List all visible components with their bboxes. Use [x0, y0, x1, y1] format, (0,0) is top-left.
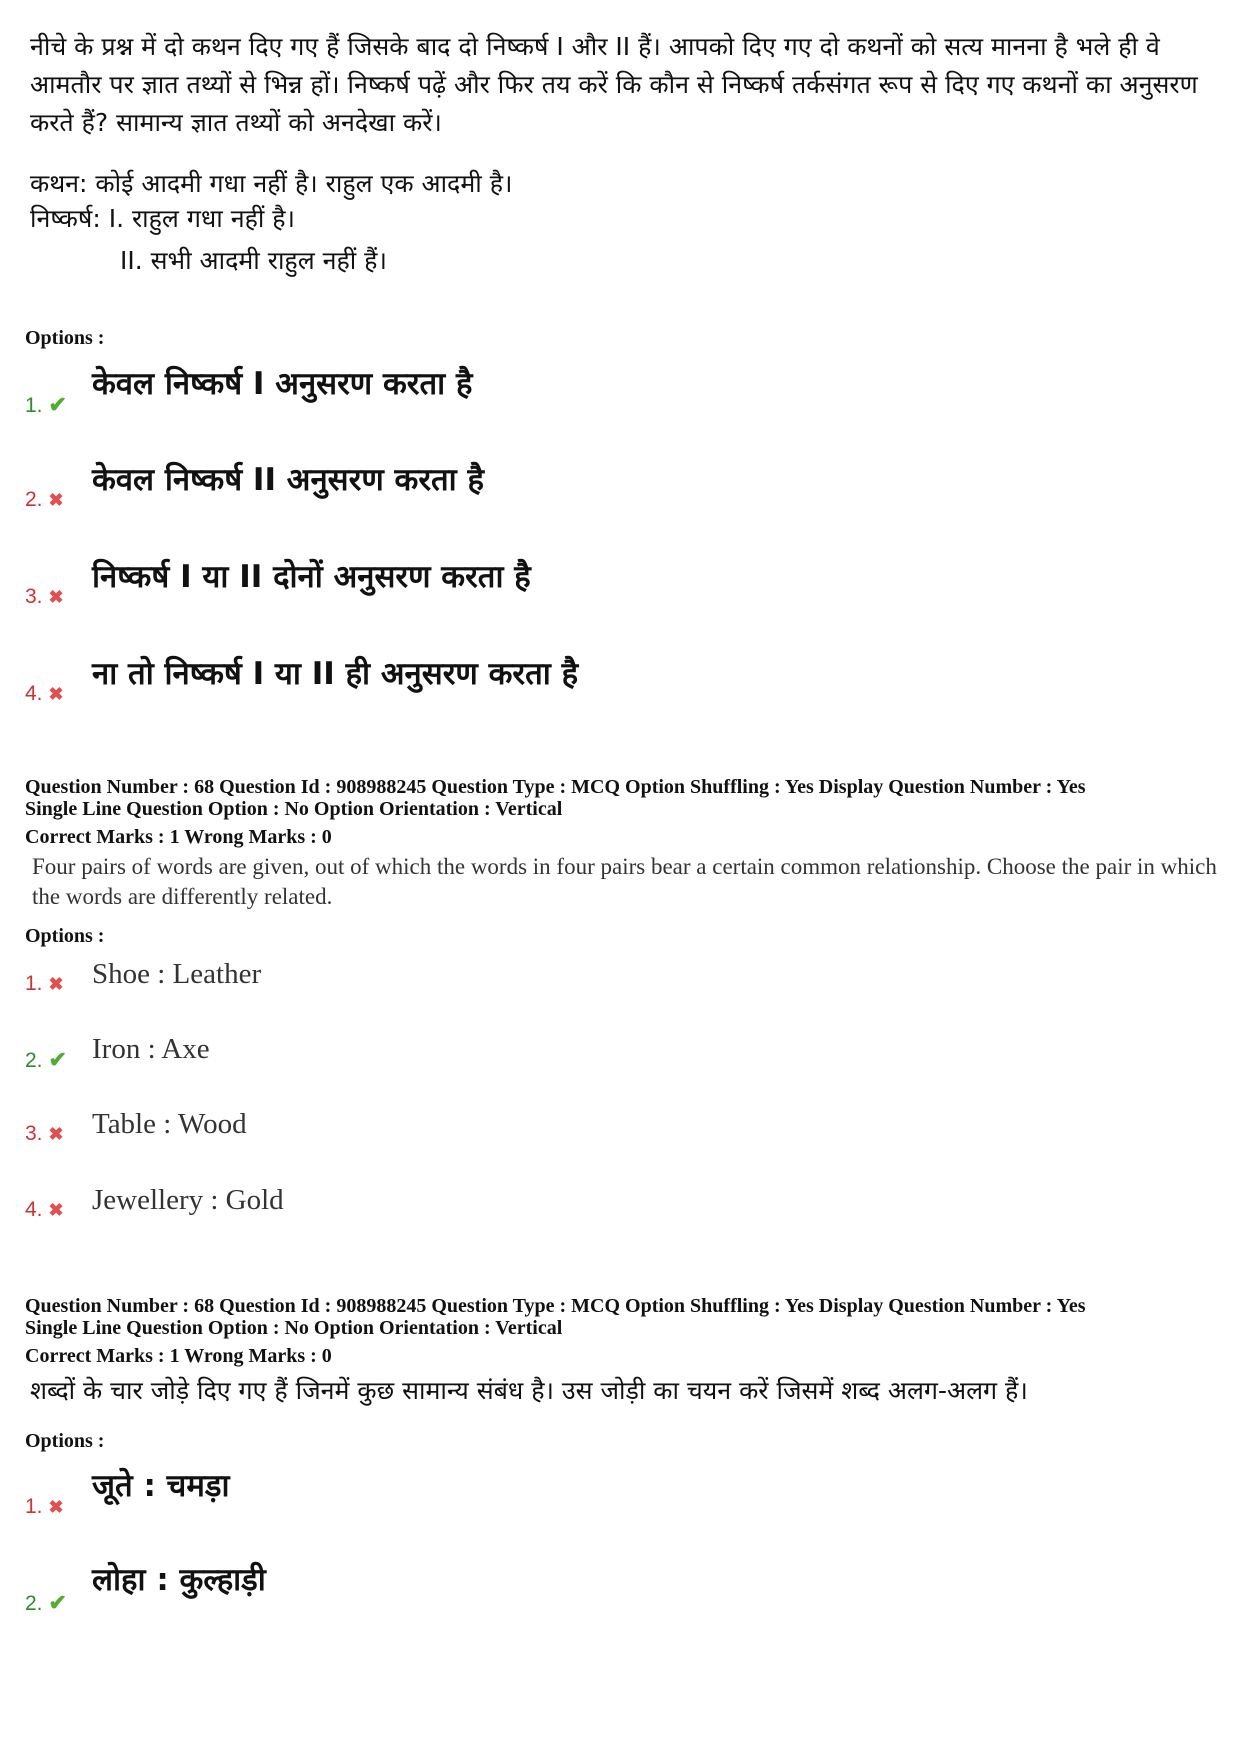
option-text-4: Jewellery : Gold	[92, 1184, 284, 1216]
option-number-2: 2. ✔	[25, 1590, 67, 1615]
option-text-3: निष्कर्ष I या II दोनों अनुसरण करता है	[92, 559, 531, 595]
option-text-4: ना तो निष्कर्ष I या II ही अनुसरण करता है	[92, 656, 579, 692]
option-number-3: 3. ✖	[25, 1122, 64, 1145]
question-meta-line1: Question Number : 68 Question Id : 908988245 Question Type : MCQ Option Shuffling : Yes Display Question Number : Yes	[25, 1295, 1086, 1317]
option-number-3: 3. ✖	[25, 585, 64, 608]
option-text-1: केवल निष्कर्ष I अनुसरण करता है	[92, 366, 473, 402]
option-number-4: 4. ✖	[25, 682, 64, 705]
option-text-3: Table : Wood	[92, 1108, 247, 1140]
question-meta-line2: Single Line Question Option : No Option Orientation : Vertical	[25, 798, 563, 820]
option-text-2: केवल निष्कर्ष II अनुसरण करता है	[92, 462, 484, 498]
option-number-2: 2. ✔	[25, 1047, 67, 1072]
question-meta-line2: Single Line Question Option : No Option Orientation : Vertical	[25, 1317, 563, 1339]
wrong-cross-icon: ✖	[48, 1124, 64, 1144]
options-label: Options :	[25, 925, 105, 947]
question-marks: Correct Marks : 1 Wrong Marks : 0	[25, 1345, 332, 1367]
option-number-2: 2. ✖	[25, 488, 64, 511]
wrong-cross-icon: ✖	[48, 684, 64, 704]
option-number-1: 1. ✖	[25, 1495, 64, 1518]
correct-check-icon: ✔	[48, 392, 67, 417]
conclusion-one: निष्कर्ष: I. राहुल गधा नहीं है।	[30, 204, 296, 233]
wrong-cross-icon: ✖	[48, 1200, 64, 1220]
question-instruction: नीचे के प्रश्न में दो कथन दिए गए हैं जिसके बाद दो निष्कर्ष I और II हैं। आपको दिए गए दो कथनों को सत्य मानना है भले ही वे आमतौर पर ज्ञात तथ्यों से भिन्न हों। निष्कर्ष पढ़ें और फिर तय करें कि कौन से निष्कर्ष तर्कसंगत रूप से दिए गए कथनों का अनुसरण करते हैं? सामान्य ज्ञात तथ्यों को अनदेखा करें।	[30, 32, 1198, 137]
option-text-1: Shoe : Leather	[92, 958, 262, 990]
question-meta-line1: Question Number : 68 Question Id : 908988245 Question Type : MCQ Option Shuffling : Yes Display Question Number : Yes	[25, 776, 1086, 798]
options-label: Options :	[25, 327, 105, 349]
wrong-cross-icon: ✖	[48, 974, 64, 994]
conclusion-two: II. सभी आदमी राहुल नहीं हैं।	[120, 246, 387, 275]
options-label: Options :	[25, 1430, 105, 1452]
statement-text: कथन: कोई आदमी गधा नहीं है। राहुल एक आदमी है।	[30, 169, 513, 198]
option-text-2: लोहा : कुल्हाड़ी	[92, 1562, 266, 1598]
wrong-cross-icon: ✖	[48, 490, 64, 510]
wrong-cross-icon: ✖	[48, 587, 64, 607]
option-number-1: 1. ✔	[25, 392, 67, 417]
question-text: शब्दों के चार जोड़े दिए गए हैं जिनमें कुछ सामान्य संबंध है। उस जोड़ी का चयन करें जिसमें शब्द अलग-अलग हैं।	[30, 1376, 1028, 1405]
option-text-1: जूते : चमड़ा	[92, 1468, 230, 1504]
correct-check-icon: ✔	[48, 1047, 67, 1072]
option-text-2: Iron : Axe	[92, 1033, 210, 1065]
option-number-1: 1. ✖	[25, 972, 64, 995]
question-marks: Correct Marks : 1 Wrong Marks : 0	[25, 826, 332, 848]
correct-check-icon: ✔	[48, 1590, 67, 1615]
question-text: Four pairs of words are given, out of which the words in four pairs bear a certain common relationship. Choose the pair in which the words are differently related.	[32, 854, 1217, 909]
wrong-cross-icon: ✖	[48, 1497, 64, 1517]
option-number-4: 4. ✖	[25, 1198, 64, 1221]
